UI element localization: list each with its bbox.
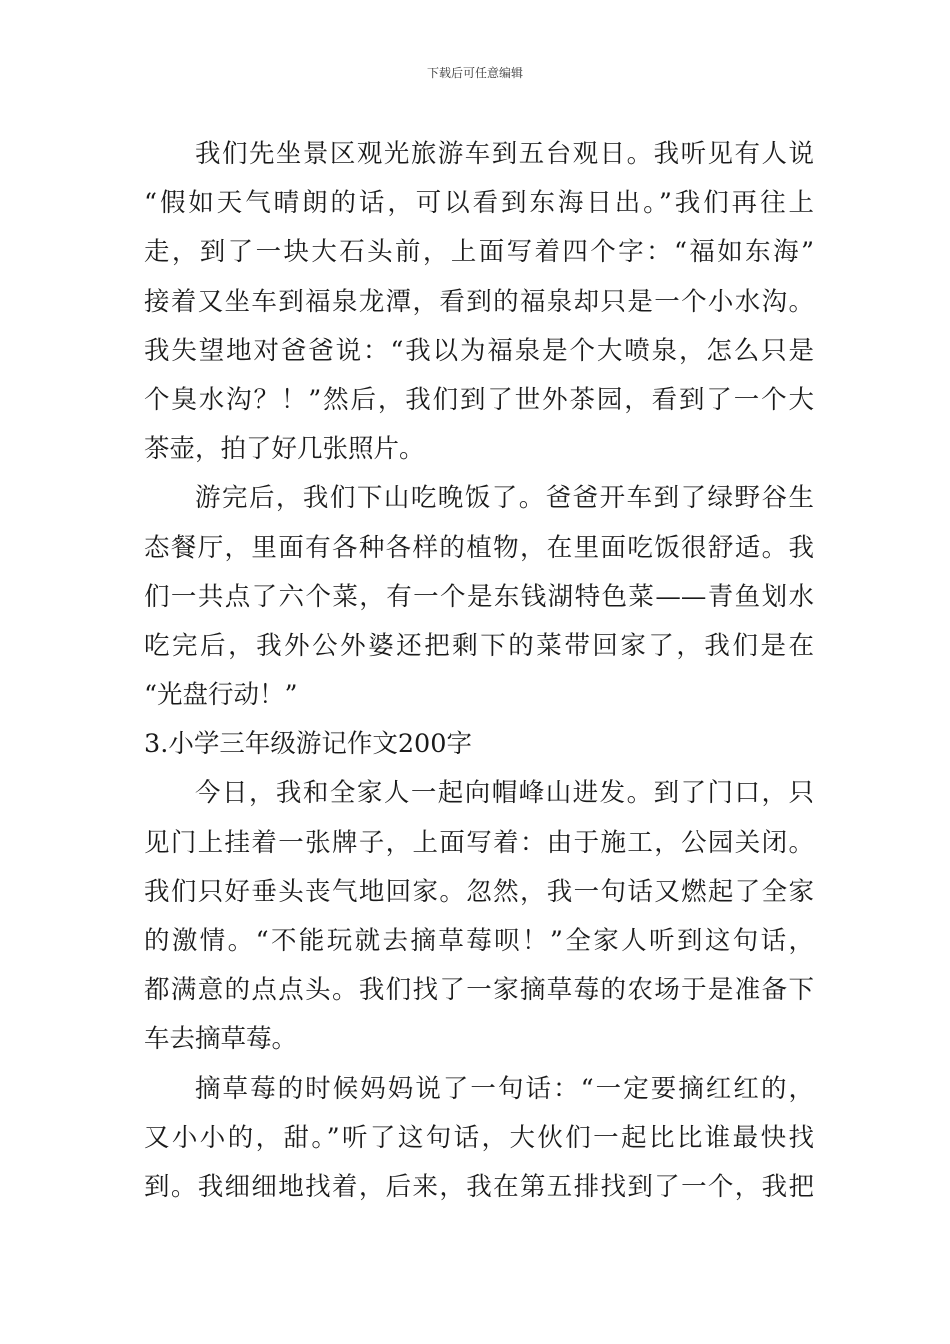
text-line: “光盘行动！” [144,680,298,711]
text-line: 又小小的，甜。”听了这句话，大伙们一起比比谁最快找 [144,1122,814,1153]
text-line: 们一共点了六个菜，有一个是东钱湖特色菜——青鱼划水 [144,581,814,612]
document-body [144,130,814,1212]
text-line: 我们只好垂头丧气地回家。忽然，我一句话又燃起了全家 [144,876,814,907]
text-line: 走，到了一块大石头前，上面写着四个字：“福如东海” [144,237,814,268]
text-line: 今日，我和全家人一起向帽峰山进发。到了门口，只 [195,778,814,809]
section-heading: 3.小学三年级游记作文200字 [144,729,473,760]
text-line: 游完后，我们下山吃晚饭了。爸爸开车到了绿野谷生 [195,483,814,514]
text-line: 态餐厅，里面有各种各样的植物，在里面吃饭很舒适。我 [144,532,814,563]
text-line: 到。我细细地找着，后来，我在第五排找到了一个，我把 [144,1171,814,1202]
text-line: “假如天气晴朗的话，可以看到东海日出。”我们再往上 [144,188,814,219]
text-line: 个臭水沟？！”然后，我们到了世外茶园，看到了一个大 [144,384,814,415]
text-line: 我失望地对爸爸说：“我以为福泉是个大喷泉，怎么只是 [144,335,814,366]
text-line: 我们先坐景区观光旅游车到五台观日。我听见有人说 [195,139,814,169]
text-line: 车去摘草莓。 [144,1024,298,1055]
text-line: 摘草莓的时候妈妈说了一句话：“一定要摘红红的， [195,1073,814,1104]
text-line: 吃完后，我外公外婆还把剩下的菜带回家了，我们是在 [144,630,814,661]
text-line: 见门上挂着一张牌子，上面写着：由于施工，公园关闭。 [144,827,814,858]
text-line: 接着又坐车到福泉龙潭，看到的福泉却只是一个小水沟。 [144,286,814,317]
page-header: 下载后可任意编辑 [426,66,523,80]
text-line: 的激情。“不能玩就去摘草莓呗！”全家人听到这句话， [144,926,814,956]
text-line: 都满意的点点头。我们找了一家摘草莓的农场于是准备下 [144,975,814,1006]
text-line: 茶壶，拍了好几张照片。 [144,434,425,465]
